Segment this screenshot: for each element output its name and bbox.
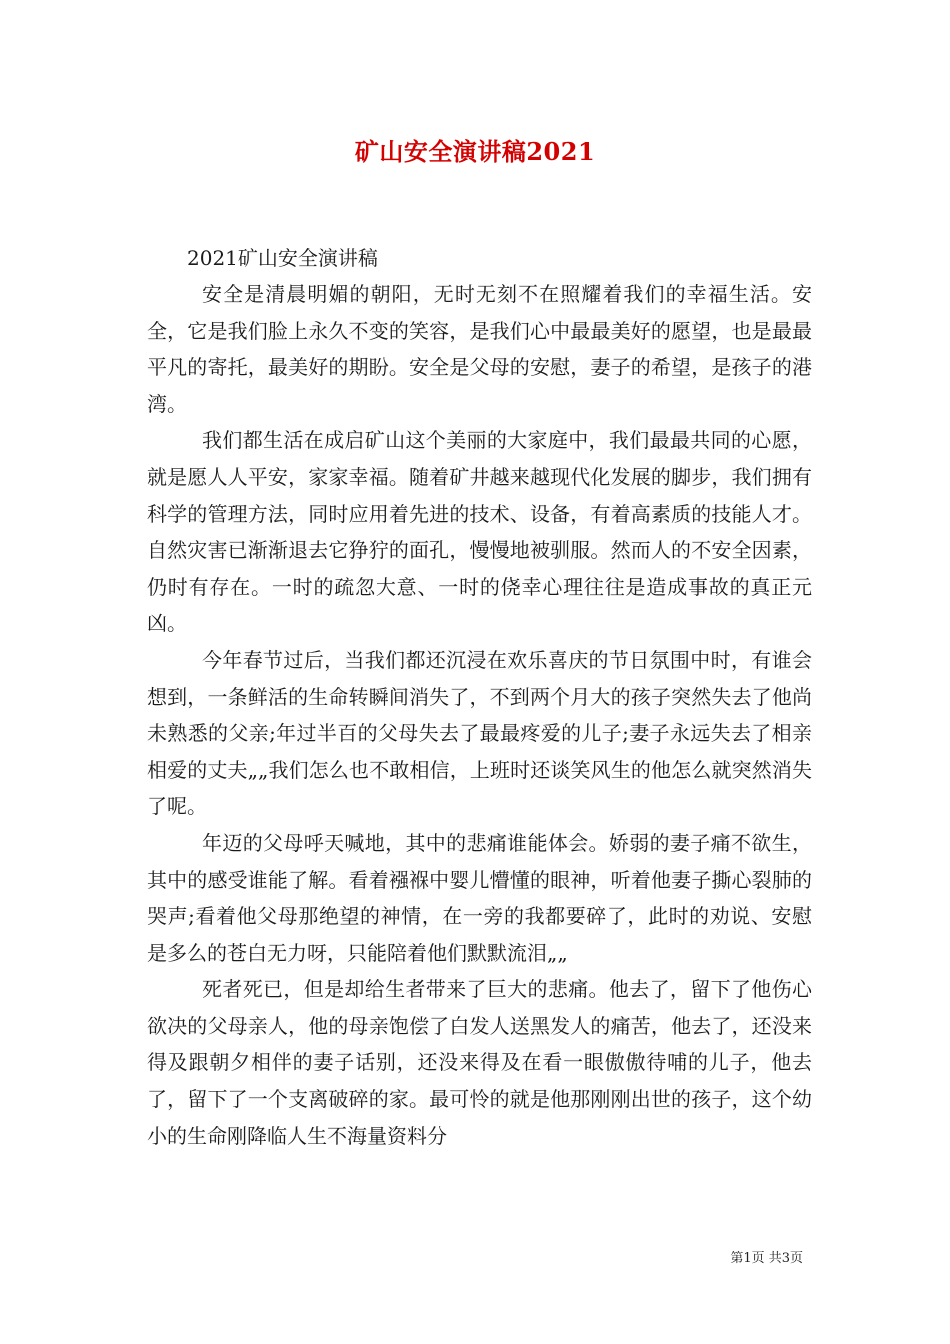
paragraph: 死者死已，但是却给生者带来了巨大的悲痛。他去了，留下了他伤心欲决的父母亲人，他的母亲饱偿了白发人送黑发人的痛苦，他去了，还没来得及跟朝夕相伴的妻子话别，还没来得及在看一眼傲傲待哺的儿子，他去了，留下了一个支离破碎的家。最可怜的就是他那刚刚出世的孩子，这个幼小的生命刚降临人生不海量资料分 — [147, 977, 812, 1148]
paragraph: 年迈的父母呼天喊地，其中的悲痛谁能体会。娇弱的妻子痛不欲生，其中的感受谁能了解。看着襁褓中婴儿懵懂的眼神，听着他妻子撕心裂肺的哭声;看着他父母那绝望的神情，在一旁的我都要碎了，此时的劝说、安慰是多么的苍白无力呀，只能陪着他们默默流泪„„ — [147, 830, 812, 965]
page-number-footer: 第1页 共3页 — [730, 1251, 803, 1266]
paragraph: 我们都生活在成启矿山这个美丽的大家庭中，我们最最共同的心愿，就是愿人人平安，家家幸福。随着矿井越来越现代化发展的脚步，我们拥有科学的管理方法，同时应用着先进的技术、设备，有着高素质的技能人才。自然灾害已渐渐退去它狰狞的面孔，慢慢地被驯服。然而人的不安全因素，仍时有存在。一时的疏忽大意、一时的侥幸心理往往是造成事故的真正元凶。 — [147, 428, 812, 636]
document-subtitle: 2021矿山安全演讲稿 — [187, 246, 378, 270]
document-title: 矿山安全演讲稿2021 — [354, 137, 596, 166]
document-body — [147, 240, 812, 1154]
paragraph: 安全是清晨明媚的朝阳，无时无刻不在照耀着我们的幸福生活。安全，它是我们脸上永久不变的笑容，是我们心中最最美好的愿望，也是最最平凡的寄托，最美好的期盼。安全是父母的安慰，妻子的希望，是孩子的港湾。 — [147, 282, 812, 416]
paragraph: 今年春节过后，当我们都还沉浸在欢乐喜庆的节日氛围中时，有谁会想到，一条鲜活的生命转瞬间消失了，不到两个月大的孩子突然失去了他尚未熟悉的父亲;年过半百的父母失去了最最疼爱的儿子;妻子永远失去了相亲相爱的丈夫„„我们怎么也不敢相信，上班时还谈笑风生的他怎么就突然消失了呢。 — [147, 647, 812, 819]
